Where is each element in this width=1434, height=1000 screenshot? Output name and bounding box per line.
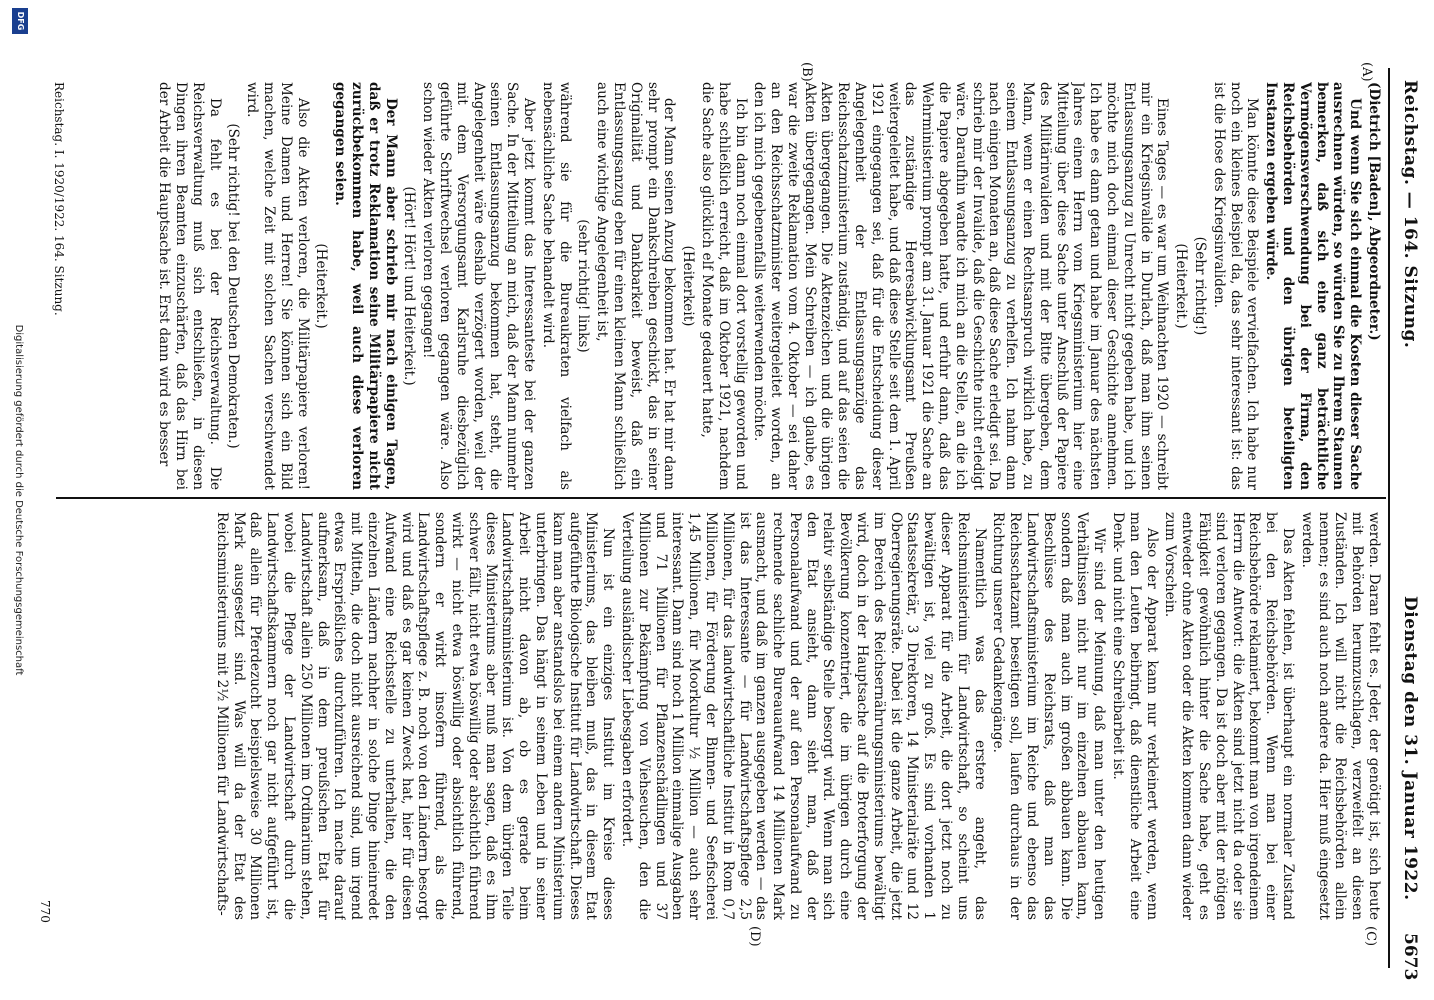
paragraph: Und wenn Sie sich einmal die Kosten dieser Sache ausrechnen würden, so würden Sie zu Ihrem Staunen bemerken, daß sich eine ganz beträchtliche Vermögensverschwendung bei der Firma, den Reichsbehörden und den übrigen beteiligten Instanzen ergeben würde. <box>1263 82 1364 490</box>
paragraph: Der Mann aber schrieb mir nach einigen Tagen, daß er trotz Reklamation seine Militärpapiere nicht zurückbekommen habe, weil auch diese verloren gegangen seien. <box>332 82 399 490</box>
margin-marker-a: (A) <box>1359 62 1374 82</box>
paragraph: während sie für die Bureaukraten vielfach als nebensächliche Sache behandelt wird. <box>539 82 573 490</box>
column-divider <box>56 497 1386 499</box>
paragraph: (Sehr richtig!) <box>1192 236 1209 336</box>
header-rule <box>1388 68 1390 968</box>
paragraph: (Heiterkeit.) <box>313 243 330 329</box>
dfg-logo: DFG <box>12 8 28 34</box>
digitization-note: Digitalisierung gefördert durch die Deutsche Forschungsgemeinschaft <box>13 324 24 676</box>
paragraph: der Mann seinen Anzug bekommen hat. Er hat mir dann sehr prompt ein Dankschreiben geschickt, das in seiner Originalität und Dankbarkeit beweist, daß ein Entlassungsanzug eben für einen kleinen Mann schließlich auch eine wichtige Angelegenheit ist, <box>594 82 678 490</box>
paragraph: Namentlich was das erstere angeht, das Reichsministerium für Landwirtschaft, so scheint uns dieser Apparat für die Arbeit, die dort jetzt noch zu bewältigen ist, viel zu groß. Es sind vorhanden 1 Staatssekretär, 3 Direktoren, 14 Ministerialräte und 12 Oberregierungsräte. Dabei ist die ganze Arbeit, die jetzt im Bereich des Reichsernährungsministeriums bewältigt wird, doch in der Hauptsache auf die Broterforgung der Bevölkerung konzentriert, die im übrigen durch eine relativ selbständige Stelle besorgt wird. Wenn man sich den Etat ansieht, dann sieht man, daß der Personalaufwand und der auf den Personalaufwand zu rechnende sachliche Bureauaufwand 14 Millionen Mark ausmacht, und daß im ganzen ausgegeben werden — das ist das Interessante — für Landwirtschaftspflege 2,5 Millionen, für das landwirtschaftliche Institut in Rom 0,7 Millionen, für Förderung der Binnen- und Seefischerei 1,45 Millionen, für Moorkultur ½ Million — auch sehr interessant. Dann sind noch 1 Million einmalige Ausgaben und 71 Millionen für Pflanzenschädlingen und 37 Millionen zur Bekämpfung von Viehseuchen, den die Verteilung ausländischer Liebesgaben erfordert. <box>618 512 988 920</box>
paragraph: Ich bin dann noch einmal dort vorstellig geworden und habe schließlich erreicht, daß im Oktober 1921, nachdem die Sache also glücklich elf Monate gedauert hatte, <box>698 82 749 490</box>
paragraph: Also die Akten verloren, die Militärpapiere verloren! Meine Damen und Herren! Sie können sich ein Bild machen, welche Zeit mit solchen Sachen verschwendet wird. <box>244 82 311 490</box>
paragraph: Eines Tages — es war um Weihnachten 1920 — schreibt mir ein Kriegsinvalide in Durlach, daß man ihm seinen Entlassungsanzug zu Unrecht nicht gegeben habe, und ich möchte mich doch einmal dieser Geschichte annehmen. Ich habe es dann getan und habe im Januar des nächsten Jahres einem Herrn vom Kriegsministerium hier eine Mitteilung über diese Sache unter Anschluß der Papiere des Militärinvaliden und mit der Bitte übergeben, dem Mann, wenn er einen Rechtsanspruch wirklich habe, zu seinem Entlassungsanzug zu verhelfen. Ich nahm dann nach einigen Monaten an, daß diese Sache erledigt sei. Da schrieb mir der Invalide, daß die Geschichte nicht erledigt wäre. Daraufhin wandte ich mich an die Stelle, an die ich die Papiere abgegeben hatte, und erfuhr dann, daß das Wehrministerium prompt am 31. Januar 1921 die Sache an das zuständige Heeresabwicklungsamt Preußen weitergeleitet habe, und daß diese Stelle seit dem 1. April 1921 eingegangen sei, daß für die Entscheidung dieser Angelegenheit der Entlassungsanzüge das Reichsschatzministerium zuständig, und auf das seien die Akten übergegangen. Die Aktenzeichen und die übrigen Akten übergegangen. Mein Schreiben — ich glaube, es war die zweite Reklamation vom 4. Oktober — sei daher an den Reichsschatzminister weitergeleitet worden, an den ich mich gegebenenfalls weiterwenden möchte. <box>751 82 1171 490</box>
paragraph: (Sehr richtig! bei den Deutschen Demokraten.) <box>225 123 242 449</box>
margin-marker-c: (C) <box>1363 926 1378 947</box>
running-header-right: Dienstag den 31. Januar 1922. <box>1400 596 1420 901</box>
paragraph: Wir sind der Meinung, daß man unter den heutigen Verhältnissen nicht nur im einzelnen abbauen kann, sondern daß man auch im großen abbauen kann. Die Beschlüsse des Reichsrats, daß man das Landwirtschaftsministerium im Reiche und ebenso das Reichsschatzamt beseitigen soll, laufen durchaus in der Richtung unserer Gedankengänge. <box>990 512 1108 920</box>
paragraph: Man könnte diese Beispiele vervielfachen. Ich habe nur noch ein kleines Beispiel da, das sehr interessant ist: das ist die Hose des Kriegsinvaliden. <box>1210 82 1261 490</box>
paragraph: Da fehlt es bei der Reichsverwaltung. Die Reichsverwaltung muß sich entschließen, in diesen Dingen ihren Beamten einzuschärfen, daß das Hirn bei der Arbeit die Hauptsache ist. Erst dann wird es besser <box>156 82 223 490</box>
running-header-left: Reichstag. — 164. Sitzung. <box>1400 80 1420 349</box>
folio-number: 770 <box>38 900 52 923</box>
paragraph: (Heiterkeit) <box>680 245 697 327</box>
page-footer: Reichstag. I. 1920/1922. 164. Sitzung. <box>52 82 66 316</box>
page-number: 5673 <box>1400 933 1420 981</box>
paragraph: Aber jetzt kommt das Interessanteste bei der ganzen Sache. In der Mitteilung an mich, daß der Mann nunmehr seinen Entlassungsanzug bekommen hat, steht, die Angelegenheit wäre deshalb verzögert worden, weil der mit dem Versorgungsamt Karlsruhe diesbezüglich geführte Schriftwechsel verloren gegangen wäre. Also schon wieder Akten verloren gegangen! <box>420 82 537 490</box>
margin-marker-b: (B) <box>799 62 814 82</box>
paragraph: (Dietrich [Baden], Abgeordneter.) <box>1366 82 1382 341</box>
margin-marker-d: (D) <box>747 926 762 947</box>
paragraph: (Hört! Hört! und Heiterkeit.) <box>401 186 418 386</box>
right-text-column <box>52 512 1382 920</box>
paragraph: (sehr richtig! links) <box>575 219 592 353</box>
paragraph: werden. Daran fehlt es. Jeder, der genötigt ist, sich heute mit Behörden herumzuschlagen, verzweifelt an diesen Zuständen. Ich will nicht die Reichsbehörden allein nennen; es sind auch noch andere da. Hier muß eingesetzt werden. <box>1298 512 1382 920</box>
paragraph: Nun ist ein einziges Institut im Kreise dieses Ministeriums, das bleiben muß, das in diesem Etat aufgeführte Biologische Institut für Landwirtschaft. Dieses kann man aber anstandslos bei einem andern Ministerium unterbringen. Das hängt in seinem Leben und in seiner Arbeit nicht davon ab, ob es gerade beim Landwirtschaftsministerium ist. Von dem übrigen Teile dieses Ministeriums aber muß man sagen, daß es ihm schwer fällt, nicht etwa böswillig oder absichtlich führend wirkt — nicht etwa böswillig oder absichtlich führend, sondern er wirkt insofern führend, als die Landwirtschaftspflege z. B. noch von den Ländern besorgt wird und daß es gar keinen Zweck hat, hier für diesen Aufwand eine Reichsstelle zu unterhalten, die den einzelnen Ländern nachher in solche Dinge hineinredet mit Mitteln, die doch nicht ausreichend sind, um irgend etwas Ersprießliches durchzuführen. Ich mache darauf aufmerksam, daß in dem preußischen Etat für Landwirtschaft allein 250 Millionen im Ordinarium stehen, wobei die Pflege der Landwirtschaft durch die Landwirtschaftskammern noch gar nicht aufgeführt ist, daß allein für Pferdezucht beispielsweise 30 Millionen Mark ausgesetzt sind. Was will da der Etat des Reichsministeriums mit 2½ Millionen für Landwirtschafts- <box>213 512 617 920</box>
paragraph: Das Akten fehlen, ist überhaupt ein normaler Zustand bei den Reichsbehörden. Wenn man bei einer Reichsbehörde reklamiert, bekommt man von irgendeinem Herrn die Antwort: die Akten sind jetzt nicht da oder sie sind verloren gegangen. Da ist doch aber mit der nötigen Fähigkeit gewöhnlich hinter die Sache habe, geht es entweder ohne Akten oder die Akten kommen dann wieder zum Vorschein. <box>1162 512 1297 920</box>
left-text-column <box>62 82 1382 490</box>
paragraph: (Heiterkeit.) <box>1173 243 1190 329</box>
paragraph: Also der Apparat kann nur verkleinert werden, wenn man den Leuten beibringt, daß dienstliche Arbeit eine Denk- und nicht eine Schreibarbeit ist. <box>1110 512 1160 920</box>
